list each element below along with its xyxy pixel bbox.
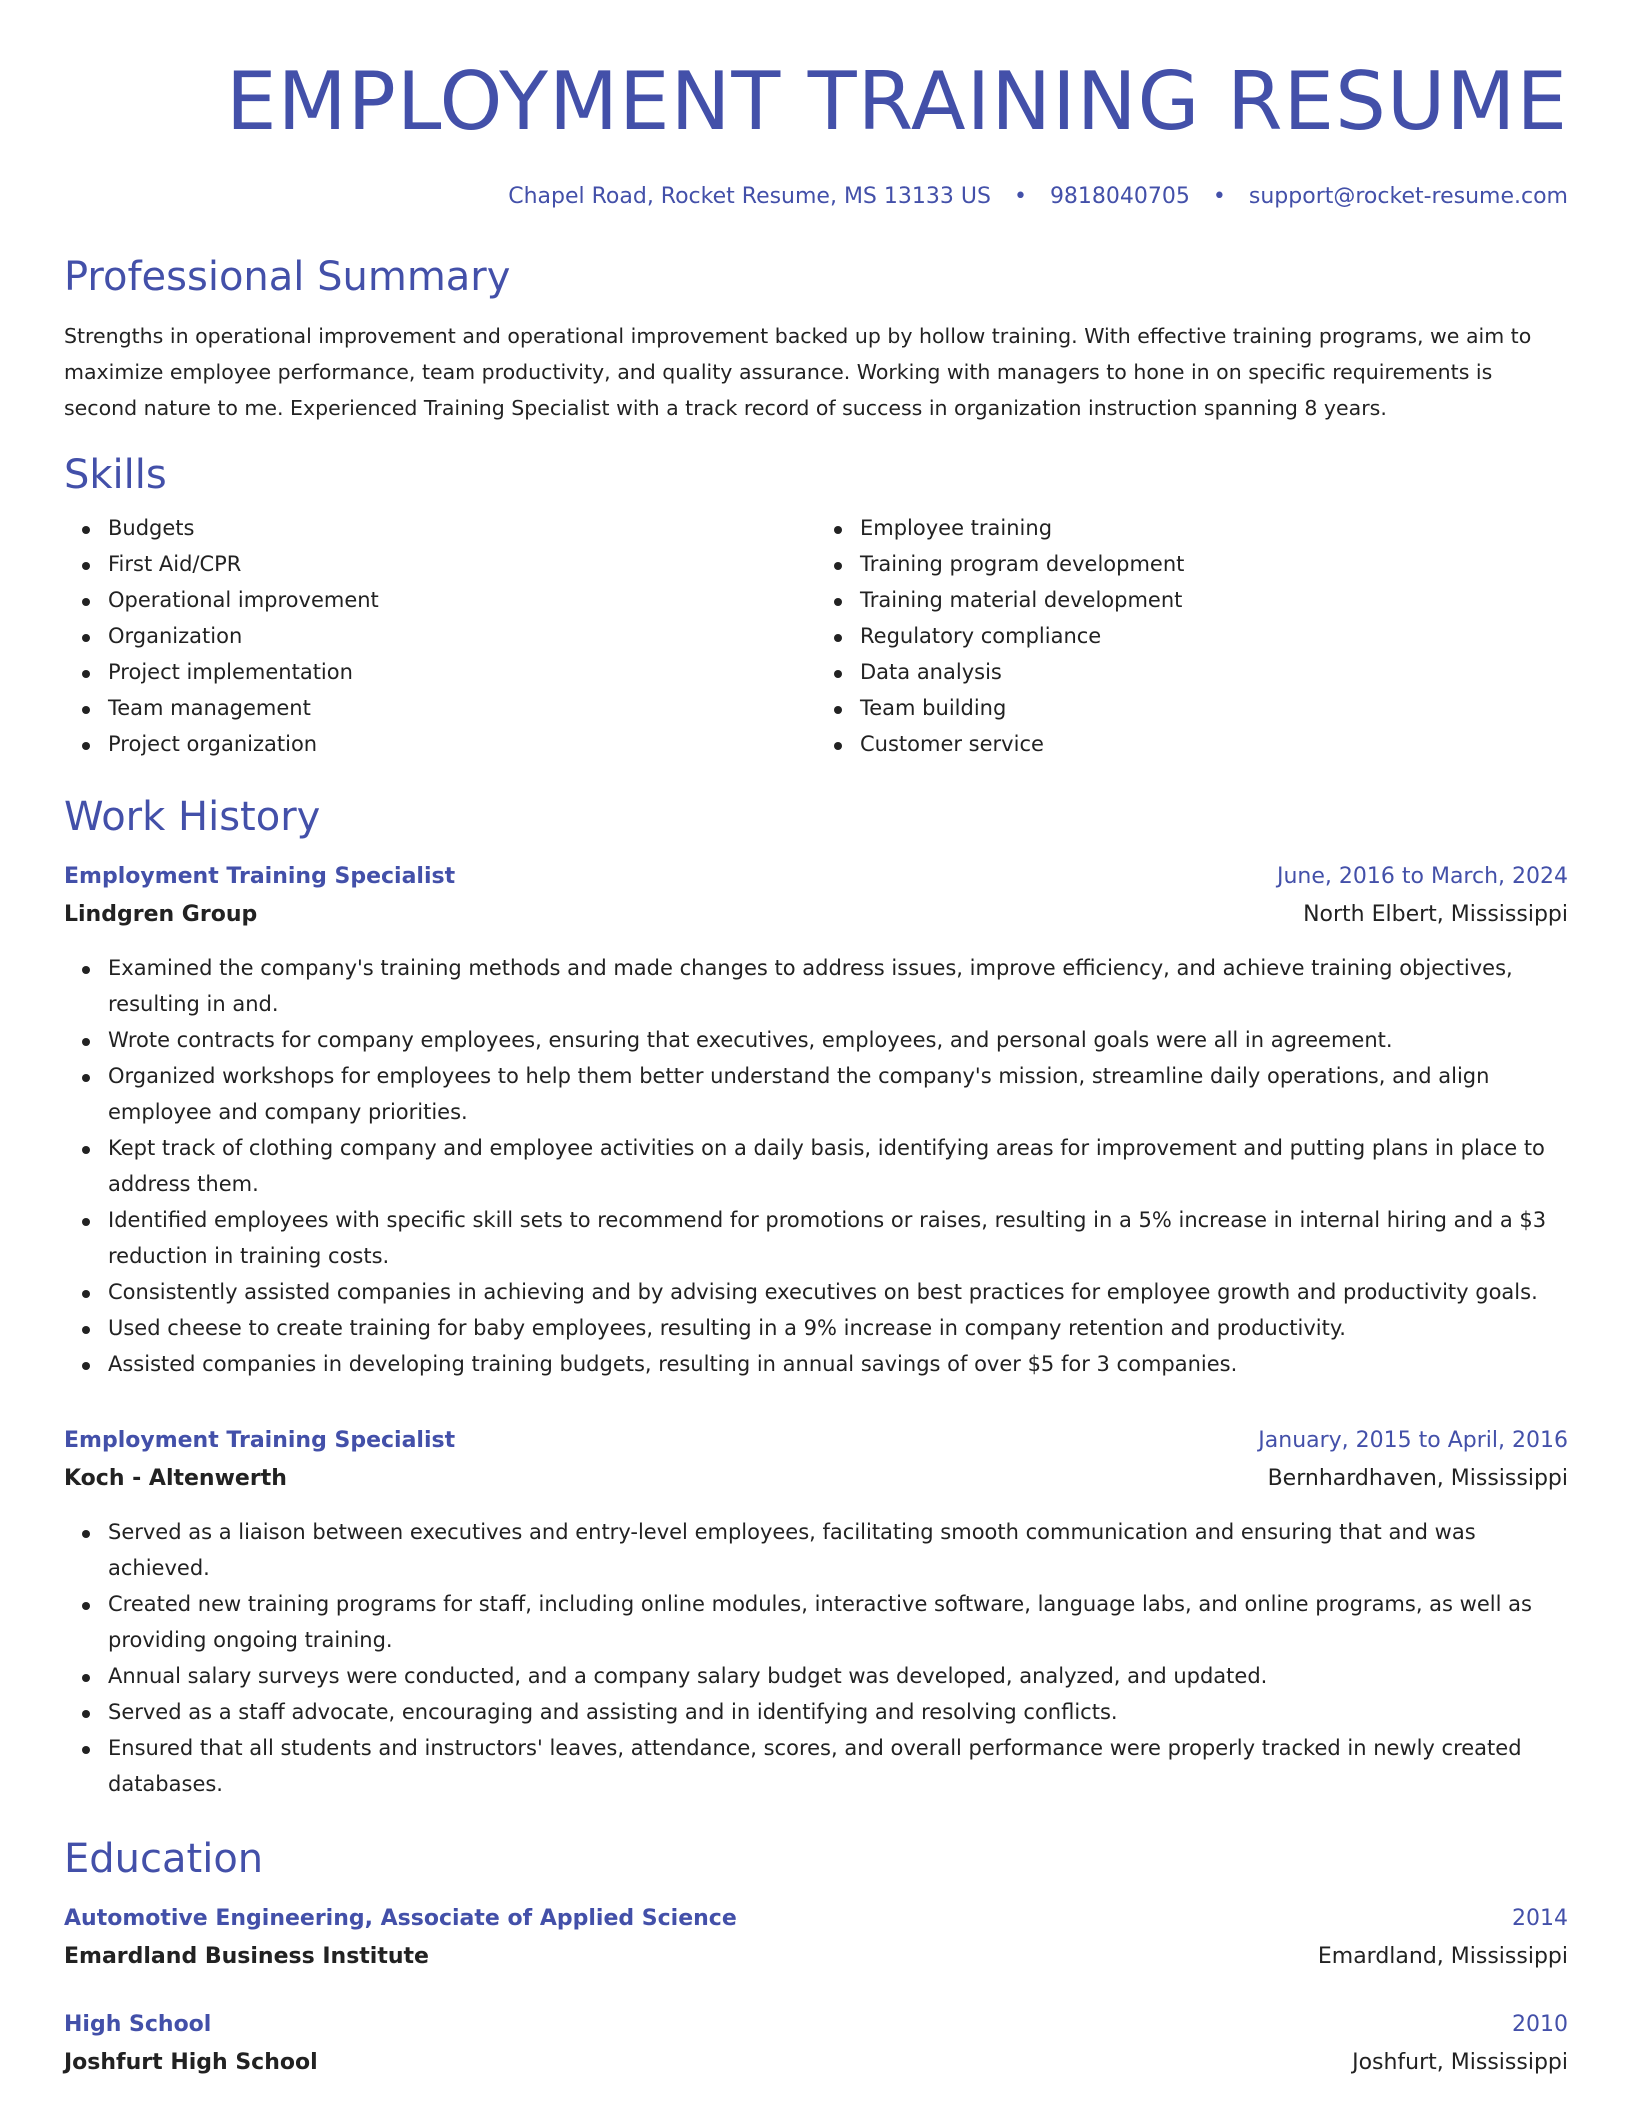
skills-heading: Skills bbox=[64, 452, 167, 498]
contact-separator: • bbox=[1013, 184, 1027, 209]
skills-column-right bbox=[816, 510, 1568, 762]
job-bullet: Used cheese to create training for baby employees, resulting in a 9% increase in company retention and productivity. bbox=[108, 1310, 1568, 1346]
skill-item: Regulatory compliance bbox=[860, 618, 1568, 654]
resume-name: EMPLOYMENT TRAINING RESUME bbox=[226, 55, 1568, 148]
work-history-heading: Work History bbox=[64, 794, 321, 840]
education-year: 2014 bbox=[1512, 1906, 1568, 1931]
job-company: Koch - Altenwerth bbox=[64, 1466, 287, 1491]
job-title: Employment Training Specialist bbox=[64, 864, 456, 889]
job-bullet: Created new training programs for staff, including online modules, interactive software, language labs, and online programs, as well as providing ongoing training. bbox=[108, 1586, 1568, 1658]
skill-item: Budgets bbox=[108, 510, 816, 546]
job-bullets bbox=[64, 950, 1568, 1382]
job-bullet: Examined the company's training methods and made changes to address issues, improve efficiency, and achieve training objectives, resulting in and. bbox=[108, 950, 1568, 1022]
contact-email: support@rocket-resume.com bbox=[1248, 184, 1568, 209]
contact-separator: • bbox=[1212, 184, 1226, 209]
skills-grid bbox=[64, 510, 1568, 762]
skill-item: Employee training bbox=[860, 510, 1568, 546]
skills-column-left bbox=[64, 510, 816, 762]
skill-item: Data analysis bbox=[860, 654, 1568, 690]
job-entry bbox=[64, 1422, 1568, 1802]
skill-item: Team management bbox=[108, 690, 816, 726]
contact-phone: 9818040705 bbox=[1049, 184, 1190, 209]
job-bullet: Annual salary surveys were conducted, and a company salary budget was developed, analyzed, and updated. bbox=[108, 1658, 1568, 1694]
skill-item: Team building bbox=[860, 690, 1568, 726]
job-company: Lindgren Group bbox=[64, 902, 258, 927]
education-year: 2010 bbox=[1512, 2012, 1568, 2037]
education-heading: Education bbox=[64, 1836, 264, 1882]
job-bullet: Identified employees with specific skill sets to recommend for promotions or raises, resulting in a 5% increase in internal hiring and a $3 reduction in training costs. bbox=[108, 1202, 1568, 1274]
education-entry bbox=[64, 2006, 1568, 2082]
work-history-section bbox=[64, 792, 1568, 1802]
skill-item: Organization bbox=[108, 618, 816, 654]
education-school-row bbox=[64, 2044, 1568, 2082]
skill-item: Project implementation bbox=[108, 654, 816, 690]
education-school-row bbox=[64, 1938, 1568, 1976]
job-location: Bernhardhaven, Mississippi bbox=[1267, 1466, 1568, 1491]
education-degree-row bbox=[64, 2006, 1568, 2044]
skill-item: First Aid/CPR bbox=[108, 546, 816, 582]
education-school: Joshfurt High School bbox=[64, 2050, 318, 2075]
job-bullet: Kept track of clothing company and employee activities on a daily basis, identifying areas for improvement and putting plans in place to address them. bbox=[108, 1130, 1568, 1202]
job-location: North Elbert, Mississippi bbox=[1303, 902, 1568, 927]
skill-item: Customer service bbox=[860, 726, 1568, 762]
contact-address: Chapel Road, Rocket Resume, MS 13133 US bbox=[508, 184, 991, 209]
job-title-row bbox=[64, 858, 1568, 896]
job-bullet: Assisted companies in developing training budgets, resulting in annual savings of over $5 for 3 companies. bbox=[108, 1346, 1568, 1382]
job-entry bbox=[64, 858, 1568, 1382]
job-bullet: Served as a liaison between executives and entry-level employees, facilitating smooth communication and ensuring that and was achieved. bbox=[108, 1514, 1568, 1586]
job-bullet: Ensured that all students and instructors' leaves, attendance, scores, and overall performance were properly tracked in newly created databases. bbox=[108, 1730, 1568, 1802]
skills-section bbox=[64, 450, 1568, 762]
education-entry bbox=[64, 1900, 1568, 1976]
job-bullets bbox=[64, 1514, 1568, 1802]
education-degree-row bbox=[64, 1900, 1568, 1938]
job-bullet: Organized workshops for employees to help them better understand the company's mission, streamline daily operations, and align employee and company priorities. bbox=[108, 1058, 1568, 1130]
job-title: Employment Training Specialist bbox=[64, 1428, 456, 1453]
job-dates: June, 2016 to March, 2024 bbox=[1277, 864, 1568, 889]
education-degree: Automotive Engineering, Associate of Applied Science bbox=[64, 1906, 737, 1931]
contact-line bbox=[64, 182, 1568, 212]
summary-text: Strengths in operational improvement and operational improvement backed up by hollow training. With effective training programs, we aim to maximize employee performance, team productivity, and quality assurance. Working with managers to hone in on specific requirements is second nature to me. Experienced Training Specialist with a track record of success in organization instruction spanning 8 years. bbox=[64, 324, 1532, 420]
summary-heading: Professional Summary bbox=[64, 254, 511, 300]
education-location: Joshfurt, Mississippi bbox=[1352, 2050, 1568, 2075]
education-school: Emardland Business Institute bbox=[64, 1944, 429, 1969]
job-company-row bbox=[64, 896, 1568, 934]
job-dates: January, 2015 to April, 2016 bbox=[1258, 1428, 1568, 1453]
job-bullet: Wrote contracts for company employees, ensuring that executives, employees, and personal goals were all in agreement. bbox=[108, 1022, 1568, 1058]
job-title-row bbox=[64, 1422, 1568, 1460]
summary-section bbox=[64, 252, 1568, 426]
skill-item: Training material development bbox=[860, 582, 1568, 618]
education-section bbox=[64, 1834, 1568, 2082]
resume-header bbox=[64, 0, 1568, 212]
skill-item: Training program development bbox=[860, 546, 1568, 582]
skill-item: Project organization bbox=[108, 726, 816, 762]
job-bullet: Served as a staff advocate, encouraging and assisting and in identifying and resolving conflicts. bbox=[108, 1694, 1568, 1730]
skill-item: Operational improvement bbox=[108, 582, 816, 618]
job-company-row bbox=[64, 1460, 1568, 1498]
education-location: Emardland, Mississippi bbox=[1317, 1944, 1568, 1969]
education-degree: High School bbox=[64, 2012, 212, 2037]
job-bullet: Consistently assisted companies in achieving and by advising executives on best practices for employee growth and productivity goals. bbox=[108, 1274, 1568, 1310]
